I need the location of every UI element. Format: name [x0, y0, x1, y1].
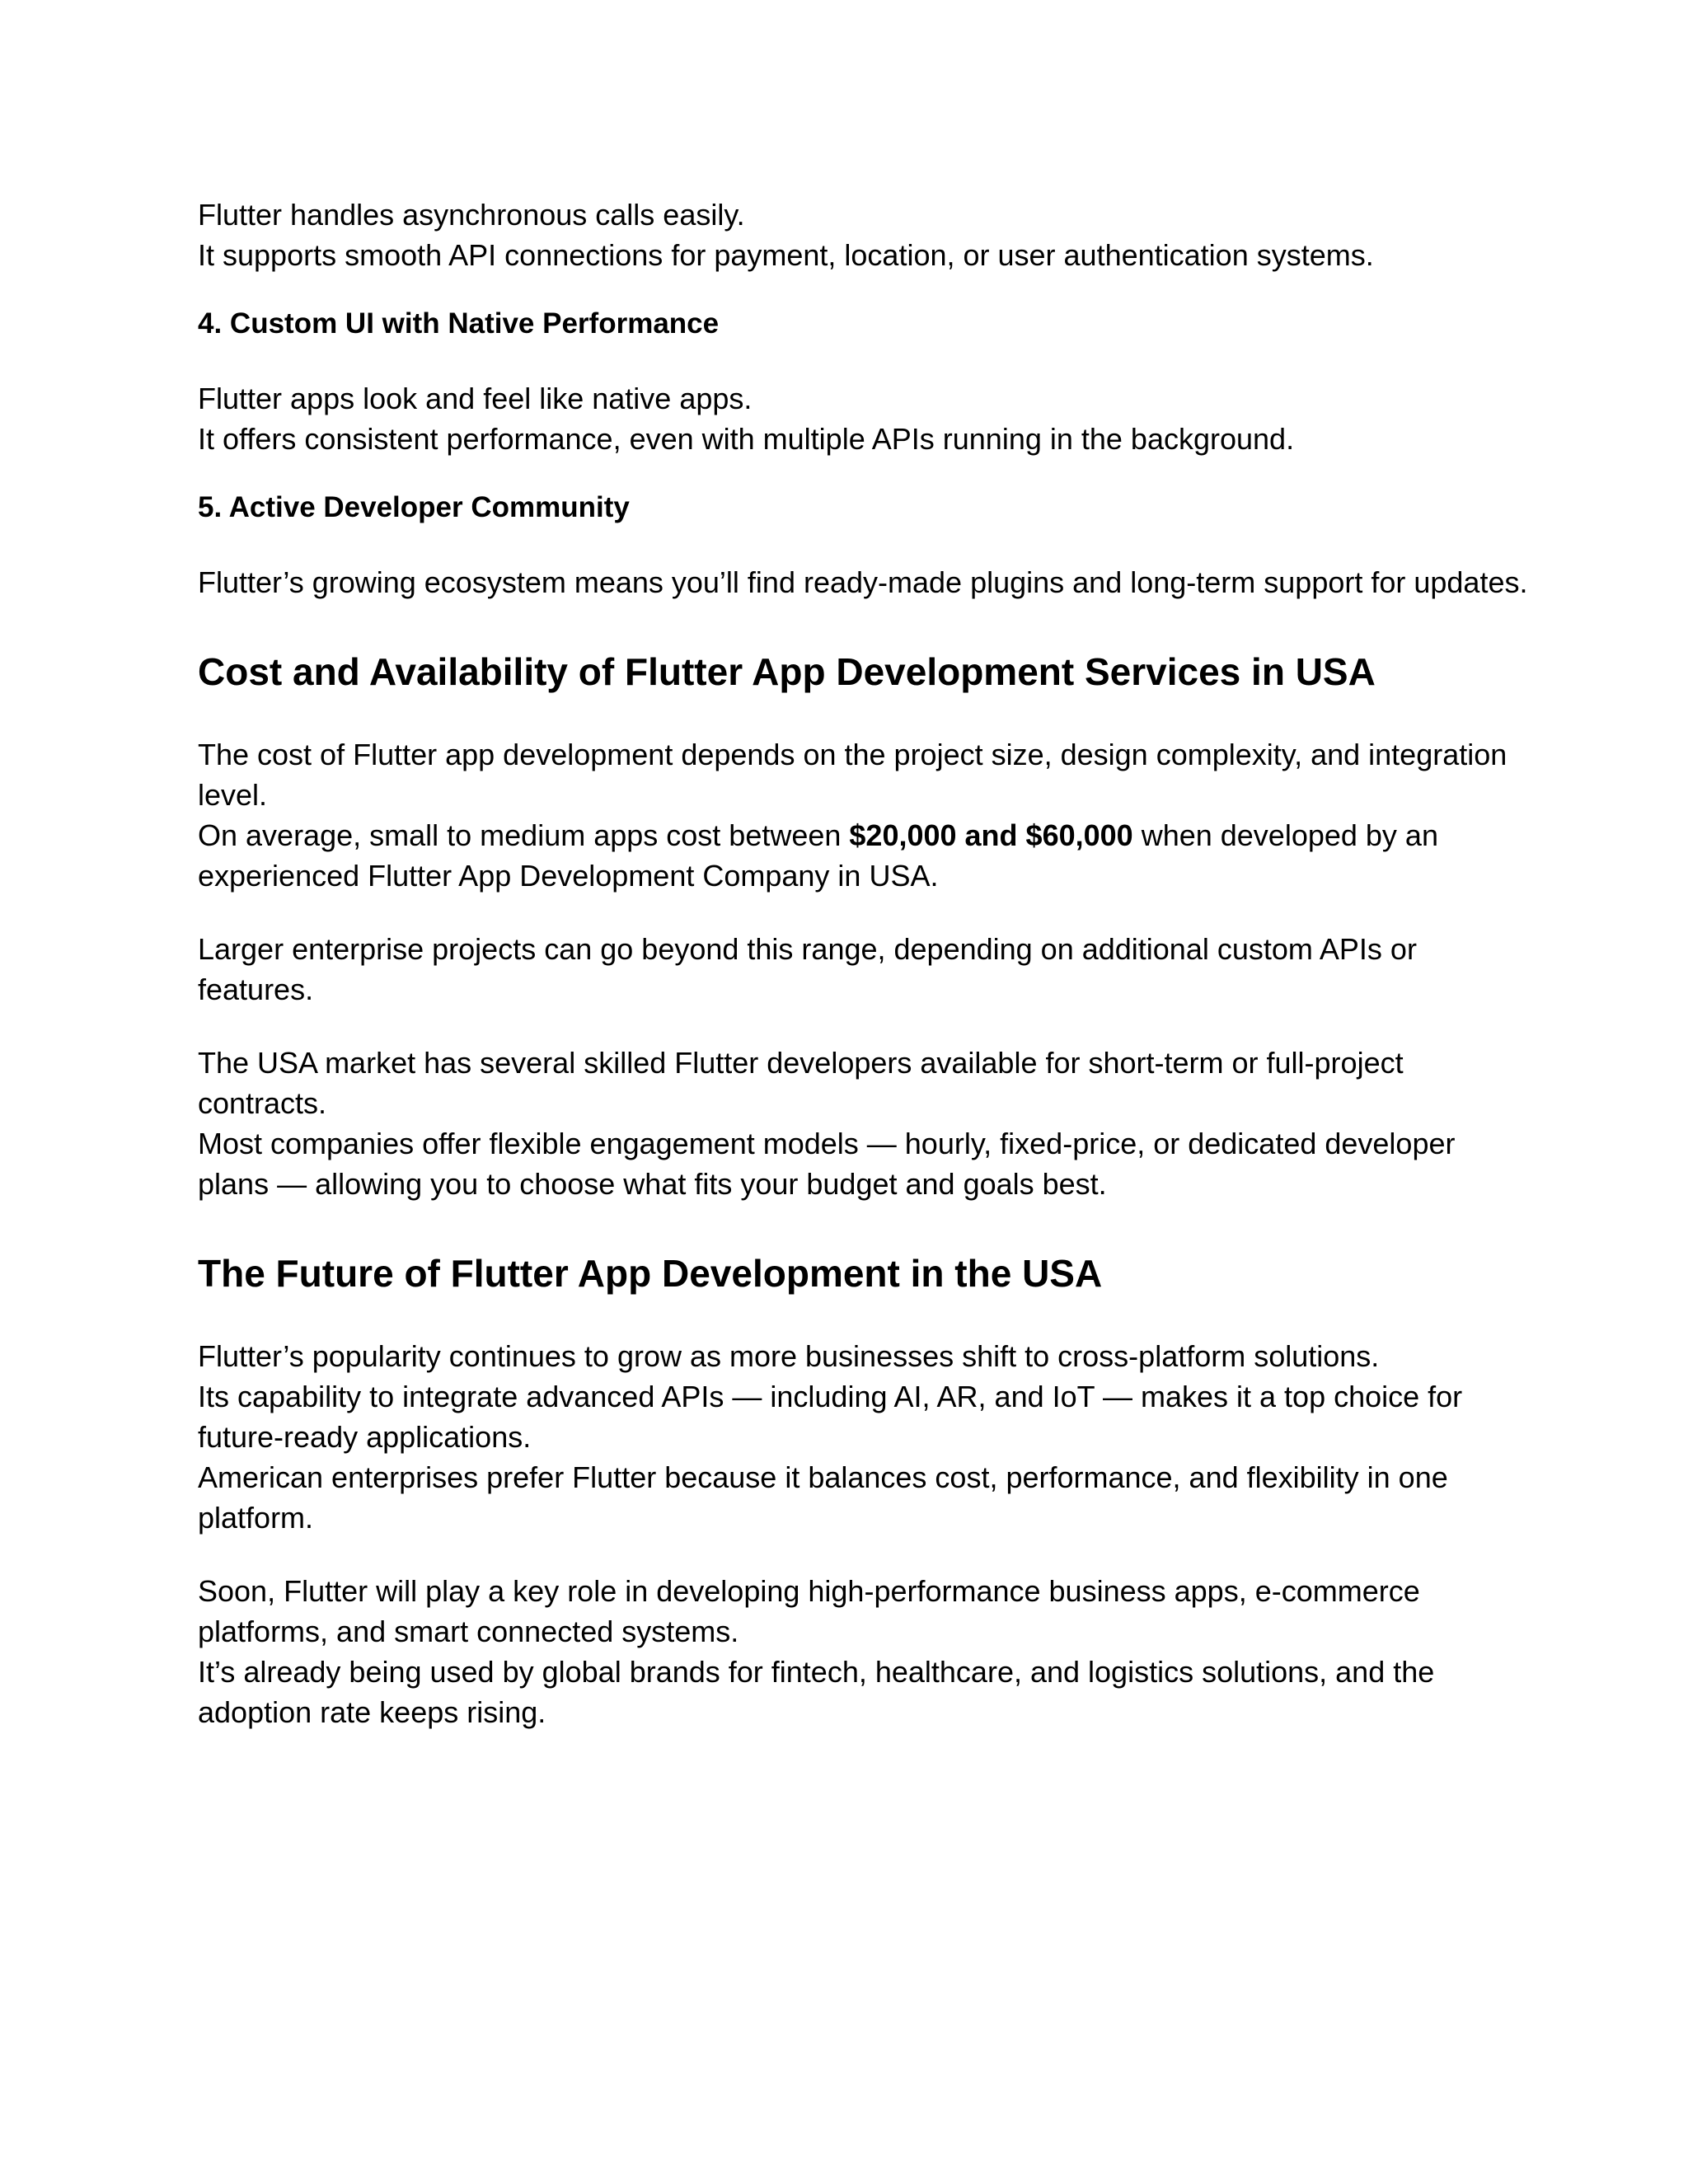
price-range: $20,000 and $60,000	[849, 818, 1133, 852]
heading-future: The Future of Flutter App Development in the USA	[198, 1252, 1103, 1295]
line: The cost of Flutter app development depends on the project size, design complexity, and integration level.	[198, 738, 1507, 812]
line: Flutter handles asynchronous calls easily.	[198, 198, 745, 232]
subheading-custom-ui: 4. Custom UI with Native Performance	[198, 307, 720, 340]
subheading-developer-community: 5. Active Developer Community	[198, 491, 630, 523]
rich-line-after: when developed by an experienced Flutter App Development Company in USA.	[198, 818, 1438, 893]
document-content	[198, 194, 1533, 1732]
line: Flutter’s growing ecosystem means you’ll find ready-made plugins and long-term support for updates.	[198, 565, 1528, 599]
line: Its capability to integrate advanced APIs — including AI, AR, and IoT — makes it a top choice for future-ready applications.	[198, 1380, 1463, 1454]
paragraph-cost	[198, 734, 1533, 896]
line: Most companies offer flexible engagement models — hourly, fixed-price, or dedicated developer plans — allowing you to choose what fits your budget and goals best.	[198, 1127, 1456, 1201]
line: Flutter apps look and feel like native apps.	[198, 382, 753, 415]
paragraph-native-apps	[198, 378, 1533, 459]
line: The USA market has several skilled Flutter developers available for short-term or full-project contracts.	[198, 1046, 1404, 1120]
paragraph-popularity	[198, 1336, 1533, 1538]
line: Flutter’s popularity continues to grow as more businesses shift to cross-platform solutions.	[198, 1339, 1380, 1373]
rich-line-before: On average, small to medium apps cost between	[198, 818, 850, 852]
paragraph-enterprise	[198, 929, 1533, 1010]
line: American enterprises prefer Flutter because it balances cost, performance, and flexibility in one platform.	[198, 1460, 1448, 1535]
heading-cost-availability: Cost and Availability of Flutter App Development Services in USA	[198, 650, 1376, 693]
line: Larger enterprise projects can go beyond this range, depending on additional custom APIs or features.	[198, 932, 1417, 1006]
paragraph-async-calls	[198, 194, 1533, 275]
paragraph-ecosystem	[198, 562, 1533, 602]
line: Soon, Flutter will play a key role in developing high-performance business apps, e-commerce platforms, and smart connected systems.	[198, 1574, 1420, 1648]
line: It’s already being used by global brands for fintech, healthcare, and logistics solutions, and the adoption rate keeps rising.	[198, 1655, 1435, 1729]
line: It offers consistent performance, even with multiple APIs running in the background.	[198, 422, 1295, 456]
line: It supports smooth API connections for payment, location, or user authentication systems.	[198, 238, 1374, 272]
paragraph-usa-market	[198, 1043, 1533, 1204]
paragraph-soon	[198, 1571, 1533, 1732]
